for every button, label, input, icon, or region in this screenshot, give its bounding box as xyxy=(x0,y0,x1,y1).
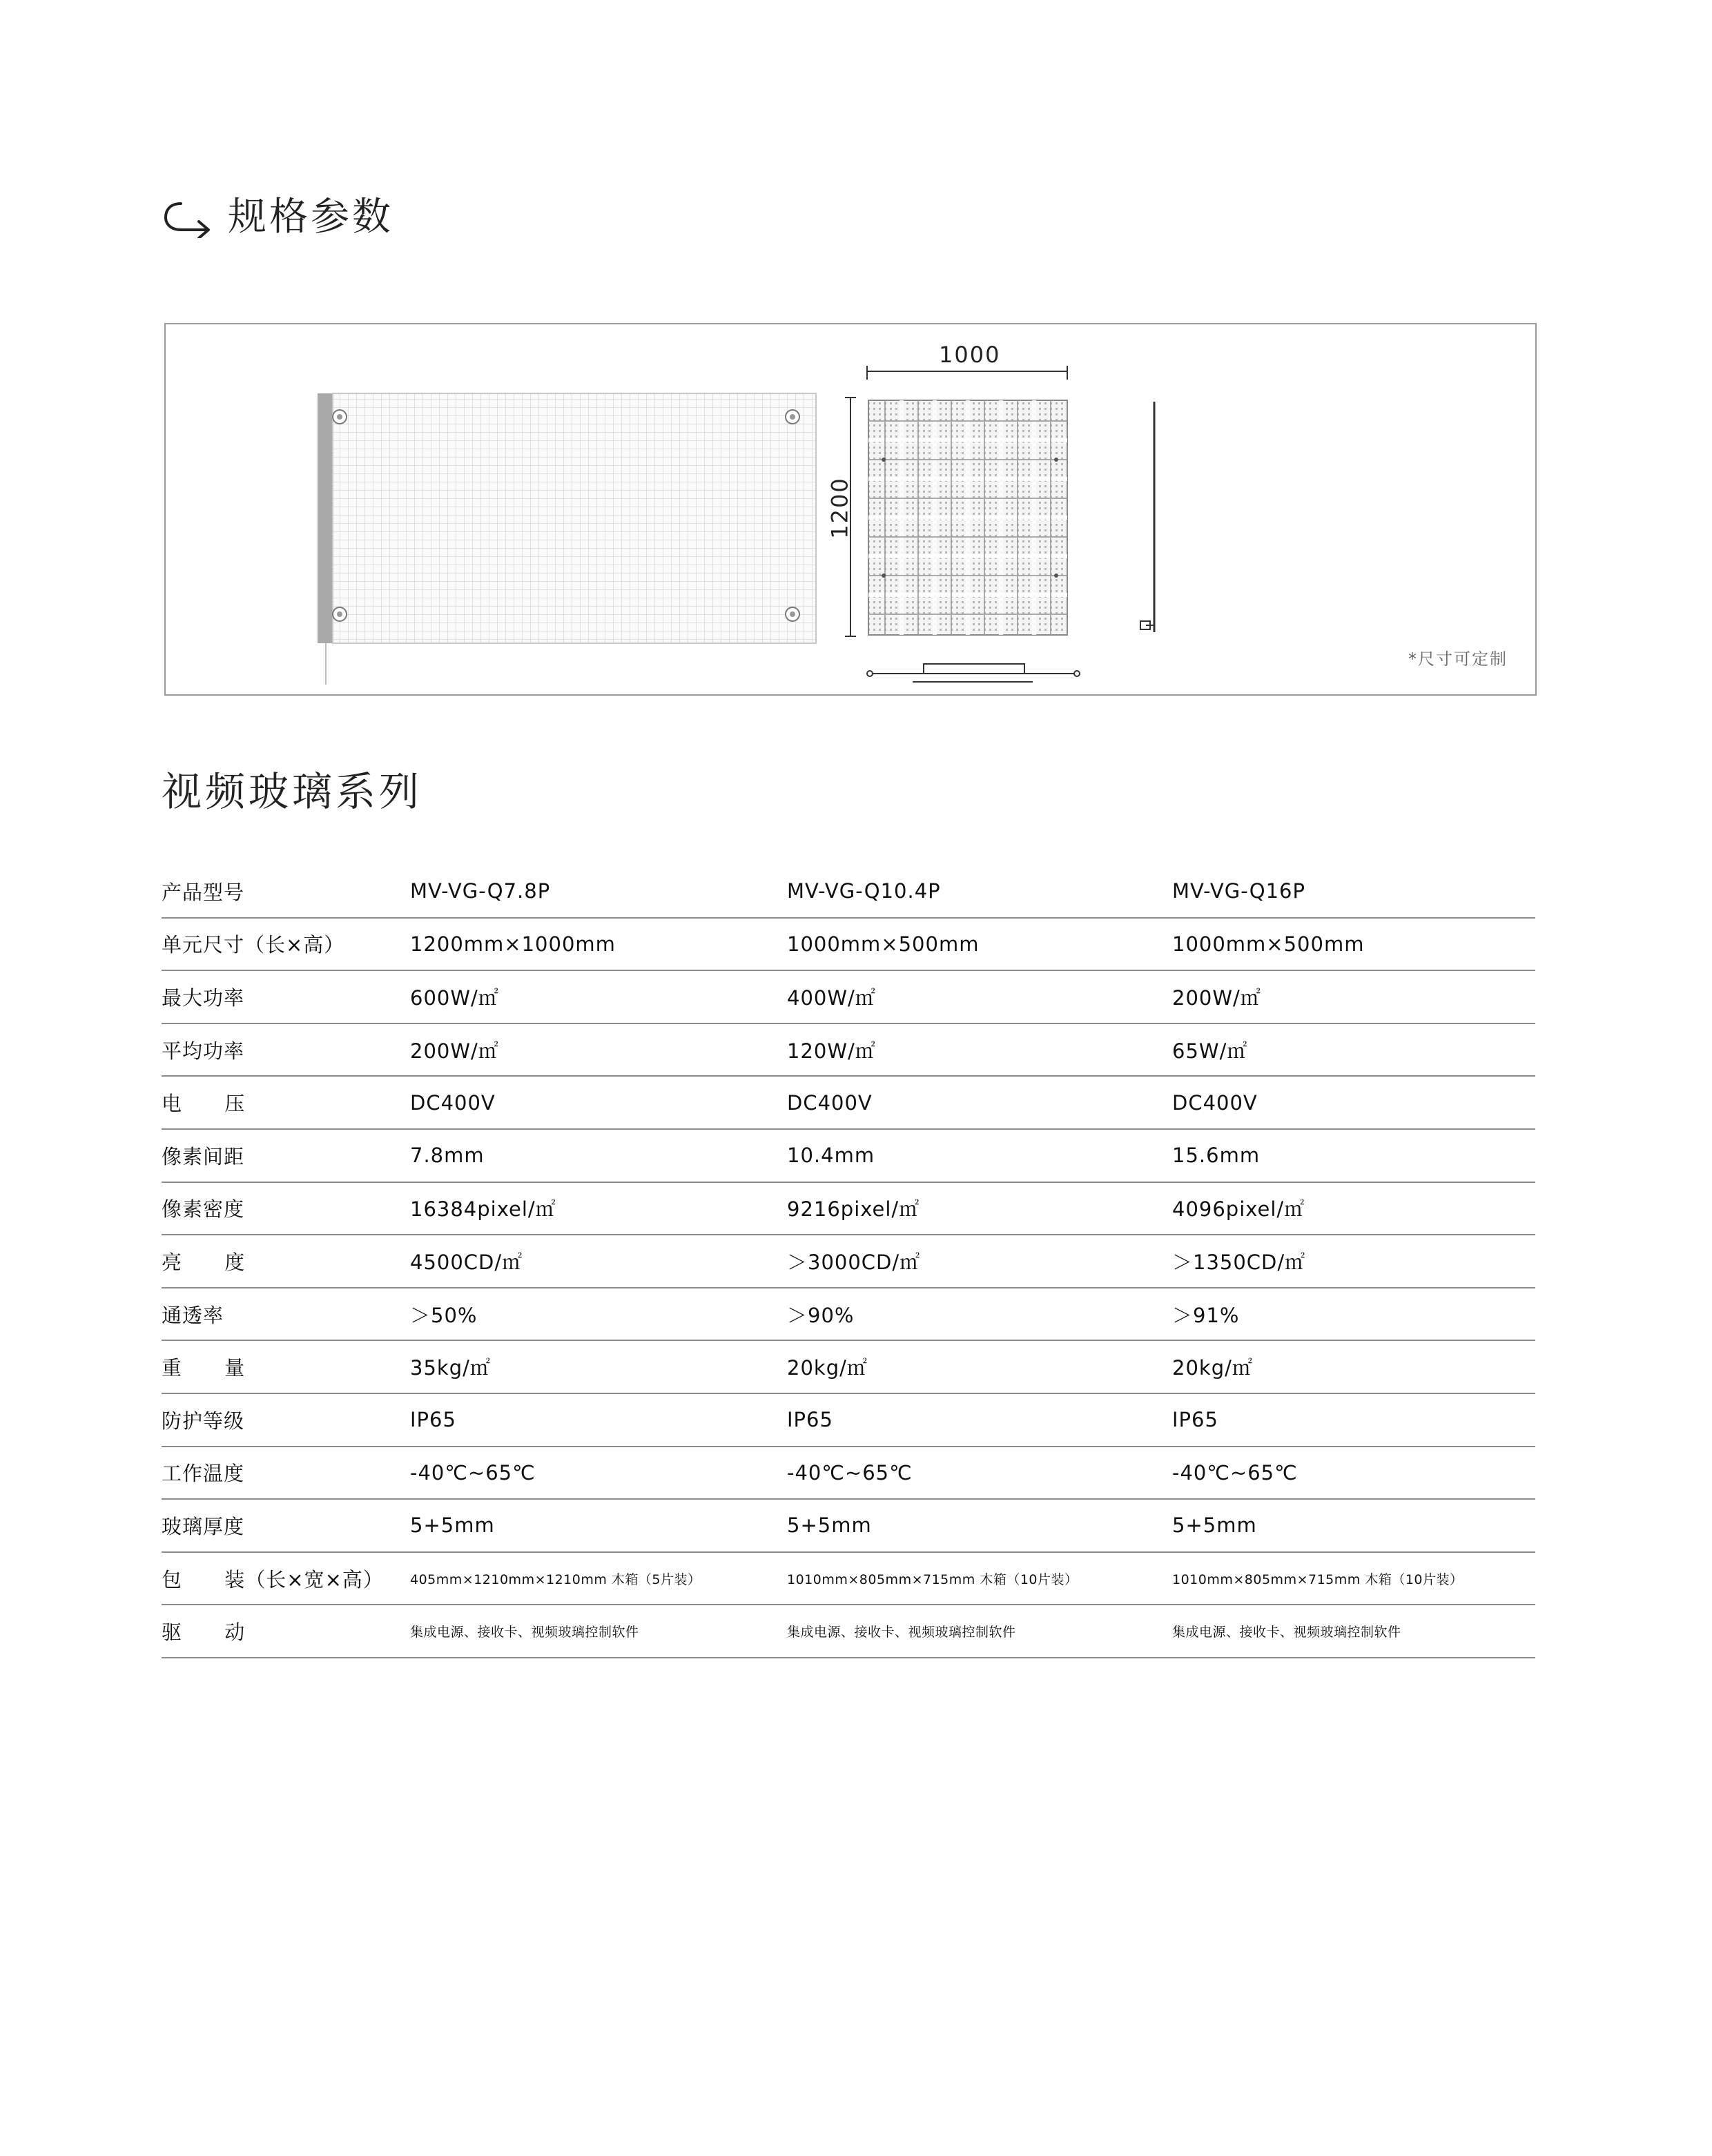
mount-hole-icon xyxy=(333,410,347,424)
value-cell: 405mm×1210mm×1210mm 木箱（5片装） xyxy=(410,1571,701,1587)
custom-size-note: *尺寸可定制 xyxy=(1408,649,1508,669)
value-cell: IP65 xyxy=(1172,1408,1218,1432)
spec-table xyxy=(162,865,1535,1658)
value-cell: 1010mm×805mm×715mm 木箱（10片装） xyxy=(787,1571,1078,1587)
mount-hole-icon xyxy=(786,410,799,424)
value-cell: -40℃~65℃ xyxy=(410,1460,536,1484)
model-cell: MV-VG-Q16P xyxy=(1172,879,1305,903)
mount-hole-icon xyxy=(333,607,347,621)
row-label: 玻璃厚度 xyxy=(162,1514,245,1538)
value-cell: ＞1350CD/㎡ xyxy=(1172,1250,1306,1274)
value-cell: 1010mm×805mm×715mm 木箱（10片装） xyxy=(1172,1571,1463,1587)
value-cell: 200W/㎡ xyxy=(1172,986,1261,1010)
value-cell: 20kg/㎡ xyxy=(787,1356,868,1380)
value-cell: 集成电源、接收卡、视频玻璃控制软件 xyxy=(410,1625,639,1640)
table-row xyxy=(162,1605,1535,1658)
table-row xyxy=(162,919,1535,972)
row-label: 最大功率 xyxy=(162,986,245,1010)
value-cell: 400W/㎡ xyxy=(787,986,876,1010)
table-row xyxy=(162,1130,1535,1183)
height-dimension-label: 1200 xyxy=(826,477,853,539)
product-figure xyxy=(164,323,1537,696)
row-label: 平均功率 xyxy=(162,1039,245,1063)
table-row xyxy=(162,1235,1535,1288)
value-cell: 200W/㎡ xyxy=(410,1039,499,1063)
value-cell: 120W/㎡ xyxy=(787,1039,876,1063)
series-title: 视频玻璃系列 xyxy=(162,768,423,815)
table-row xyxy=(162,865,1535,919)
value-cell: 集成电源、接收卡、视频玻璃控制软件 xyxy=(787,1625,1016,1640)
led-module-bottom-view xyxy=(867,664,1080,682)
value-cell: DC400V xyxy=(410,1090,496,1115)
value-cell: 600W/㎡ xyxy=(410,986,499,1010)
value-cell: 1000mm×500mm xyxy=(1172,932,1365,956)
value-cell: 9216pixel/㎡ xyxy=(787,1197,920,1222)
return-arrow-icon xyxy=(163,197,213,238)
value-cell: DC400V xyxy=(787,1090,873,1115)
value-cell: 5+5mm xyxy=(1172,1513,1257,1538)
section-title: 规格参数 xyxy=(228,195,393,239)
row-label: 驱 动 xyxy=(162,1620,246,1645)
table-row xyxy=(162,1553,1535,1606)
model-cell: MV-VG-Q7.8P xyxy=(410,879,551,903)
value-cell: 1000mm×500mm xyxy=(787,932,980,956)
value-cell: 5+5mm xyxy=(410,1513,495,1538)
value-cell: IP65 xyxy=(787,1408,833,1432)
row-label: 防护等级 xyxy=(162,1409,245,1433)
value-cell: 4500CD/㎡ xyxy=(410,1250,523,1274)
value-cell: 35kg/㎡ xyxy=(410,1356,491,1380)
value-cell: 5+5mm xyxy=(787,1513,872,1538)
row-label: 电 压 xyxy=(162,1092,246,1116)
value-cell: 65W/㎡ xyxy=(1172,1039,1248,1063)
table-row xyxy=(162,1077,1535,1130)
panel-front-view xyxy=(318,393,816,685)
value-cell: 16384pixel/㎡ xyxy=(410,1197,556,1222)
value-cell: ＞91% xyxy=(1172,1303,1240,1327)
table-row xyxy=(162,1500,1535,1553)
value-cell: 1200mm×1000mm xyxy=(410,932,616,956)
row-label: 通透率 xyxy=(162,1303,224,1327)
row-label: 产品型号 xyxy=(162,880,245,904)
value-cell: 集成电源、接收卡、视频玻璃控制软件 xyxy=(1172,1625,1401,1640)
row-label: 像素间距 xyxy=(162,1144,245,1168)
led-module-front xyxy=(868,400,1067,635)
table-row xyxy=(162,1288,1535,1342)
value-cell: ＞3000CD/㎡ xyxy=(787,1250,921,1274)
value-cell: ＞90% xyxy=(787,1303,855,1327)
row-label: 工作温度 xyxy=(162,1462,245,1486)
value-cell: 10.4mm xyxy=(787,1144,875,1168)
width-dimension-label: 1000 xyxy=(939,342,1001,368)
value-cell: 7.8mm xyxy=(410,1144,485,1168)
value-cell: 4096pixel/㎡ xyxy=(1172,1197,1305,1222)
row-label: 像素密度 xyxy=(162,1197,245,1222)
led-module-side-view xyxy=(1140,402,1154,632)
value-cell: 20kg/㎡ xyxy=(1172,1356,1253,1380)
model-cell: MV-VG-Q10.4P xyxy=(787,879,941,903)
row-label: 包 装（长×宽×高） xyxy=(162,1567,384,1591)
table-row xyxy=(162,971,1535,1024)
table-row xyxy=(162,1394,1535,1447)
table-row xyxy=(162,1341,1535,1394)
row-label: 重 量 xyxy=(162,1356,246,1380)
value-cell: -40℃~65℃ xyxy=(787,1460,913,1484)
table-row xyxy=(162,1183,1535,1236)
value-cell: IP65 xyxy=(410,1408,456,1432)
width-dimension-line xyxy=(867,366,1067,380)
value-cell: 15.6mm xyxy=(1172,1144,1261,1168)
value-cell: -40℃~65℃ xyxy=(1172,1460,1298,1484)
row-label: 亮 度 xyxy=(162,1250,246,1274)
table-row xyxy=(162,1447,1535,1500)
section-header xyxy=(163,186,393,248)
value-cell: ＞50% xyxy=(410,1303,478,1327)
value-cell: DC400V xyxy=(1172,1090,1258,1115)
row-label: 单元尺寸（长×高） xyxy=(162,933,345,957)
table-row xyxy=(162,1024,1535,1077)
mount-hole-icon xyxy=(786,607,799,621)
